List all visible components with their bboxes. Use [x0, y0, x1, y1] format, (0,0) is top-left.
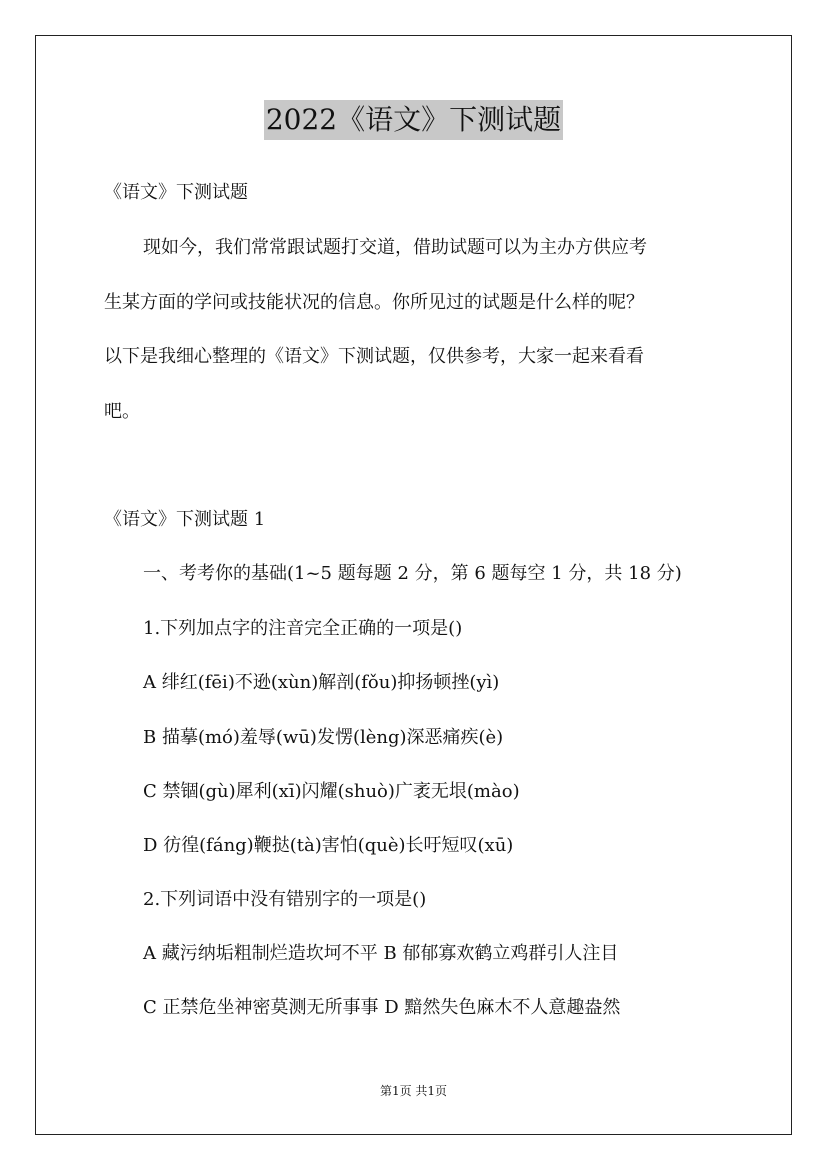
question-text: 2.下列词语中没有错别字的一项是() — [143, 889, 427, 910]
answer-option: C 正禁危坐神密莫测无所事事 D 黯然失色麻木不人意趣盎然 — [143, 997, 621, 1018]
section-heading: 《语文》下测试题 — [104, 182, 248, 203]
answer-option: C 禁锢(gù)犀利(xī)闪耀(shuò)广袤无垠(mào) — [143, 781, 520, 802]
question-text: 1.下列加点字的注音完全正确的一项是() — [143, 618, 463, 639]
page-footer: 第1页 共1页 — [379, 1084, 448, 1098]
paragraph-line: 吧。 — [104, 401, 140, 422]
answer-option: D 彷徨(fáng)鞭挞(tà)害怕(què)长吁短叹(xū) — [143, 835, 514, 856]
paragraph-line: 现如今，我们常常跟试题打交道，借助试题可以为主办方供应考 — [143, 237, 647, 258]
paragraph-line: 生某方面的学问或技能状况的信息。你所见过的试题是什么样的呢？ — [104, 292, 644, 313]
answer-option: A 绯红(fēi)不逊(xùn)解剖(fǒu)抑扬顿挫(yì) — [143, 672, 500, 693]
document-title: 2022《语文》下测试题 — [264, 100, 563, 140]
paragraph-line: 以下是我细心整理的《语文》下测试题，仅供参考，大家一起来看看 — [104, 346, 644, 367]
answer-option: A 藏污纳垢粗制烂造坎坷不平 B 郁郁寡欢鹤立鸡群引人注目 — [143, 943, 619, 964]
section-heading: 《语文》下测试题 1 — [104, 509, 266, 530]
answer-option: B 描摹(mó)羞辱(wū)发愣(lèng)深恶痛疾(è) — [143, 727, 504, 748]
question-group-heading: 一、考考你的基础(1~5 题每题 2 分，第 6 题每空 1 分，共 18 分) — [143, 563, 682, 584]
